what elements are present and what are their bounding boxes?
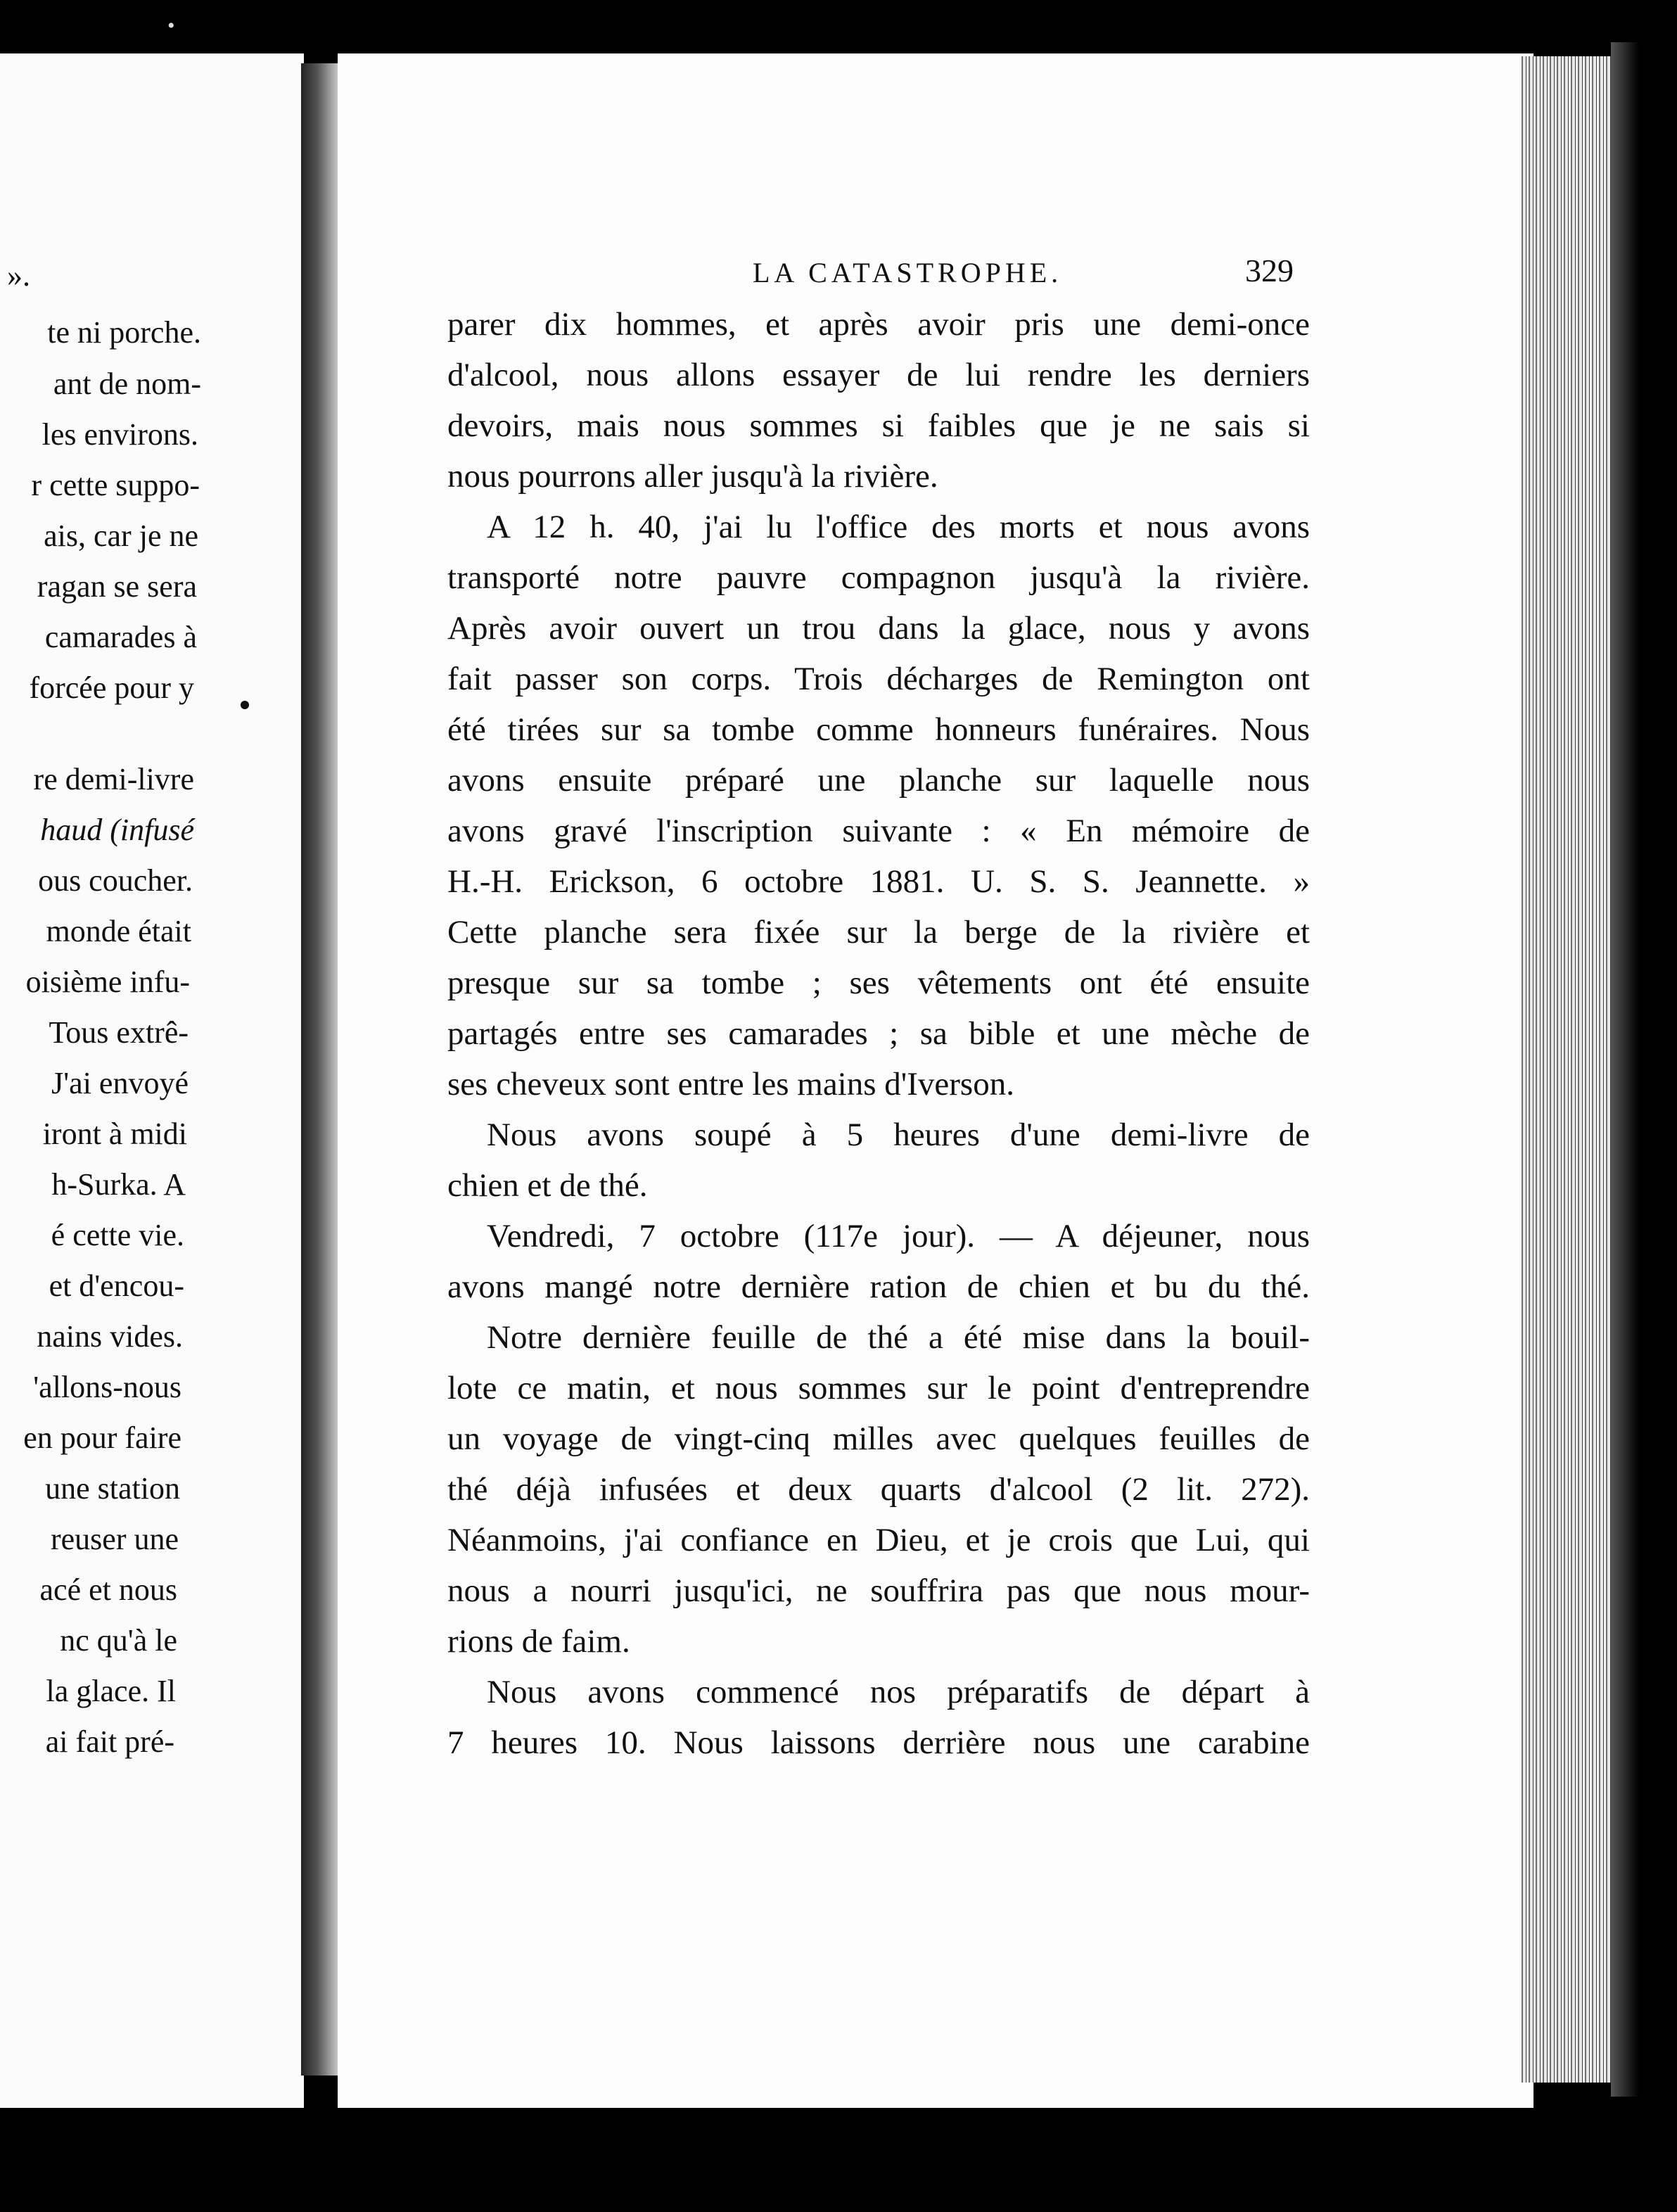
scan-artifact-mark: • — [167, 14, 175, 37]
body-line: Notre dernière feuille de thé a été mise dans la bouil- — [487, 1319, 1310, 1356]
body-line: lote ce matin, et nous sommes sur le point d'entreprendre — [447, 1370, 1310, 1406]
edge-shadow — [1611, 42, 1639, 2097]
body-line: transporté notre pauvre compagnon jusqu'à la rivière. — [447, 559, 1310, 596]
left-line: ais, car je ne — [44, 519, 198, 553]
left-line: une station — [45, 1471, 180, 1506]
body-line: nous a nourri jusqu'ici, ne souffrira pas que nous mour- — [447, 1572, 1310, 1609]
body-line: avons mangé notre dernière ration de chien et bu du thé. — [447, 1269, 1310, 1305]
body-line: thé déjà infusées et deux quarts d'alcool (2 lit. 272). — [447, 1471, 1310, 1508]
left-line: forcée pour y — [29, 670, 194, 705]
left-line: iront à midi — [42, 1117, 187, 1151]
page-number: 329 — [1245, 253, 1294, 288]
body-line: partagés entre ses camarades ; sa bible et une mèche de — [447, 1015, 1310, 1052]
left-line: haud (infusé — [40, 813, 194, 847]
body-line: été tirées sur sa tombe comme honneurs funéraires. Nous — [447, 711, 1310, 748]
left-line: ai fait pré- — [45, 1724, 174, 1759]
body-line: d'alcool, nous allons essayer de lui rendre les derniers — [447, 357, 1310, 393]
left-page-header-fragment: ». — [7, 258, 30, 293]
left-line: et d'encou- — [49, 1269, 184, 1303]
body-line: parer dix hommes, et après avoir pris une demi-once — [447, 306, 1310, 343]
left-line: ragan se sera — [37, 569, 197, 604]
left-line: é cette vie. — [51, 1218, 184, 1252]
body-line: A 12 h. 40, j'ai lu l'office des morts et nous avons — [487, 509, 1310, 545]
left-line: Tous extrê- — [49, 1015, 189, 1050]
left-page-fragment — [0, 53, 304, 2108]
body-line: Nous avons commencé nos préparatifs de départ à — [487, 1674, 1310, 1710]
left-line: ant de nom- — [53, 367, 201, 401]
scan-speck — [241, 701, 249, 709]
left-line: monde était — [46, 914, 191, 948]
page-edges — [1519, 56, 1625, 2083]
body-line: chien et de thé. — [447, 1167, 648, 1204]
body-line: nous pourrons aller jusqu'à la rivière. — [447, 458, 938, 495]
body-line: devoirs, mais nous sommes si faibles que je ne sais si — [447, 407, 1310, 444]
left-line: les environs. — [42, 417, 198, 452]
body-line: Néanmoins, j'ai confiance en Dieu, et je crois que Lui, qui — [447, 1522, 1310, 1558]
left-line: oisième infu- — [25, 965, 190, 999]
body-line: Nous avons soupé à 5 heures d'une demi-livre de — [487, 1117, 1310, 1153]
left-line: te ni porche. — [47, 315, 201, 350]
left-line: r cette suppo- — [31, 468, 200, 502]
body-line: Cette planche sera fixée sur la berge de la rivière et — [447, 914, 1310, 951]
left-line: acé et nous — [39, 1572, 177, 1607]
body-line: avons gravé l'inscription suivante : « En mémoire de — [447, 813, 1310, 849]
left-line: re demi-livre — [33, 762, 194, 796]
book-gutter — [301, 63, 342, 2076]
body-line: ses cheveux sont entre les mains d'Iverson. — [447, 1066, 1014, 1102]
body-line: fait passer son corps. Trois décharges de Remington ont — [447, 661, 1310, 697]
left-line: ous coucher. — [38, 863, 193, 898]
left-line: reuser une — [50, 1522, 179, 1556]
body-line: avons ensuite préparé une planche sur laquelle nous — [447, 762, 1310, 799]
left-line: nains vides. — [37, 1319, 183, 1354]
body-line: rions de faim. — [447, 1623, 630, 1660]
running-head: LA CATASTROPHE. — [753, 257, 1063, 288]
left-line: en pour faire — [23, 1420, 181, 1455]
body-line: presque sur sa tombe ; ses vêtements ont été ensuite — [447, 965, 1310, 1001]
left-line: camarades à — [44, 620, 197, 654]
body-line: H.-H. Erickson, 6 octobre 1881. U. S. S. Jeannette. » — [447, 863, 1310, 900]
left-line: nc qu'à le — [60, 1623, 177, 1658]
left-line: 'allons-nous — [33, 1370, 181, 1404]
body-line: Vendredi, 7 octobre (117e jour). — A déjeuner, nous — [487, 1218, 1310, 1254]
body-line: 7 heures 10. Nous laissons derrière nous une carabine — [447, 1724, 1310, 1761]
left-line: la glace. Il — [46, 1674, 176, 1708]
left-line: h-Surka. A — [51, 1167, 186, 1202]
body-line: Après avoir ouvert un trou dans la glace, nous y avons — [447, 610, 1310, 647]
left-line: J'ai envoyé — [51, 1066, 189, 1100]
body-line: un voyage de vingt-cinq milles avec quelques feuilles de — [447, 1420, 1310, 1457]
